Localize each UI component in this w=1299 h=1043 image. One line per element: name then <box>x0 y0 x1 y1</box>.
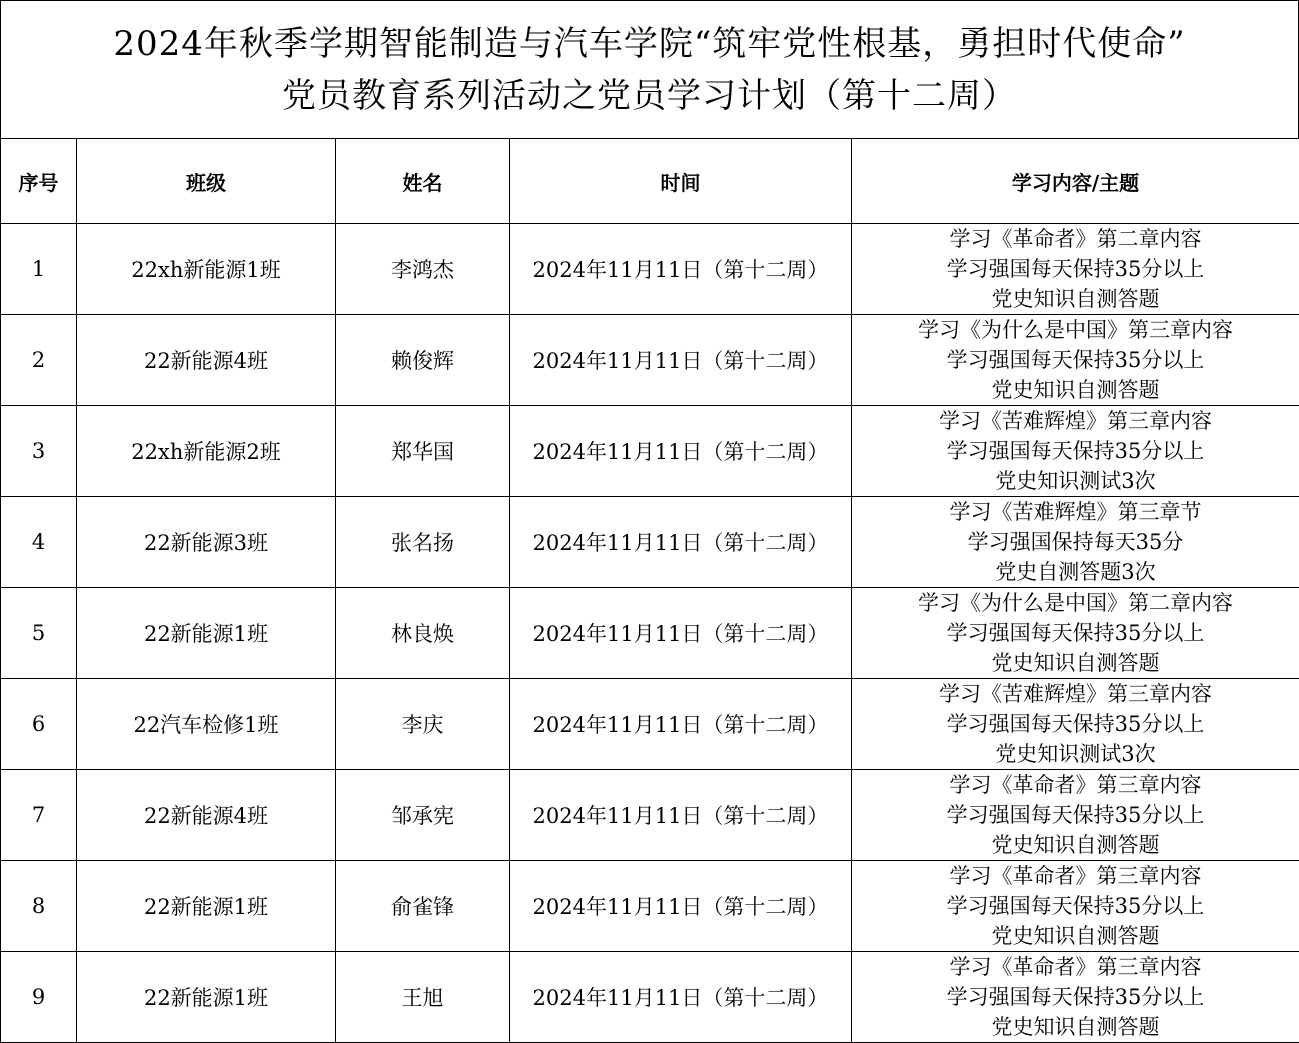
cell-content <box>852 679 1299 770</box>
table-row <box>1 588 1299 679</box>
header-name: 姓名 <box>336 139 510 224</box>
content-line: 学习《革命者》第二章内容 <box>852 224 1299 254</box>
cell-content <box>852 770 1299 861</box>
content-line: 党史知识自测答题 <box>852 284 1299 314</box>
table-row <box>1 224 1299 315</box>
cell-time: 2024年11月11日（第十二周） <box>510 588 852 679</box>
cell-index: 8 <box>1 861 77 952</box>
cell-index: 2 <box>1 315 77 406</box>
cell-class: 22新能源4班 <box>77 315 336 406</box>
cell-index: 5 <box>1 588 77 679</box>
header-index: 序号 <box>1 139 77 224</box>
cell-index: 7 <box>1 770 77 861</box>
content-line: 学习《革命者》第三章内容 <box>852 770 1299 800</box>
table-row <box>1 861 1299 952</box>
content-line: 学习《革命者》第三章内容 <box>852 861 1299 891</box>
cell-index: 3 <box>1 406 77 497</box>
header-content: 学习内容/主题 <box>852 139 1299 224</box>
cell-class: 22新能源3班 <box>77 497 336 588</box>
cell-name: 俞雀锋 <box>336 861 510 952</box>
content-line: 学习《苦难辉煌》第三章节 <box>852 497 1299 527</box>
cell-name: 李庆 <box>336 679 510 770</box>
title-line-1: 2024年秋季学期智能制造与汽车学院“筑牢党性根基，勇担时代使命” <box>113 18 1185 70</box>
cell-time: 2024年11月11日（第十二周） <box>510 224 852 315</box>
cell-index: 4 <box>1 497 77 588</box>
content-line: 党史知识自测答题 <box>852 648 1299 678</box>
table-row <box>1 406 1299 497</box>
content-line: 学习强国每天保持35分以上 <box>852 709 1299 739</box>
content-line: 党史知识测试3次 <box>852 739 1299 769</box>
content-line: 学习《为什么是中国》第二章内容 <box>852 588 1299 618</box>
content-line: 学习强国每天保持35分以上 <box>852 891 1299 921</box>
title-block <box>0 0 1299 138</box>
cell-class: 22新能源1班 <box>77 588 336 679</box>
cell-time: 2024年11月11日（第十二周） <box>510 315 852 406</box>
content-line: 学习《苦难辉煌》第三章内容 <box>852 406 1299 436</box>
cell-index: 9 <box>1 952 77 1043</box>
content-line: 党史知识自测答题 <box>852 830 1299 860</box>
content-line: 学习强国每天保持35分以上 <box>852 436 1299 466</box>
content-line: 党史知识自测答题 <box>852 921 1299 951</box>
cell-content <box>852 497 1299 588</box>
cell-class: 22汽车检修1班 <box>77 679 336 770</box>
cell-class: 22xh新能源1班 <box>77 224 336 315</box>
cell-class: 22新能源4班 <box>77 770 336 861</box>
content-line: 党史知识测试3次 <box>852 466 1299 496</box>
content-line: 学习强国每天保持35分以上 <box>852 982 1299 1012</box>
cell-name: 赖俊辉 <box>336 315 510 406</box>
cell-class: 22新能源1班 <box>77 861 336 952</box>
table-row <box>1 315 1299 406</box>
cell-time: 2024年11月11日（第十二周） <box>510 861 852 952</box>
cell-name: 邹承宪 <box>336 770 510 861</box>
table-row <box>1 497 1299 588</box>
content-line: 学习强国保持每天35分 <box>852 527 1299 557</box>
cell-time: 2024年11月11日（第十二周） <box>510 406 852 497</box>
cell-time: 2024年11月11日（第十二周） <box>510 497 852 588</box>
cell-class: 22新能源1班 <box>77 952 336 1043</box>
cell-content <box>852 224 1299 315</box>
content-line: 党史自测答题3次 <box>852 557 1299 587</box>
cell-name: 张名扬 <box>336 497 510 588</box>
header-class: 班级 <box>77 139 336 224</box>
content-line: 学习《革命者》第三章内容 <box>852 952 1299 982</box>
cell-content <box>852 588 1299 679</box>
cell-content <box>852 406 1299 497</box>
cell-time: 2024年11月11日（第十二周） <box>510 679 852 770</box>
header-time: 时间 <box>510 139 852 224</box>
cell-name: 王旭 <box>336 952 510 1043</box>
content-line: 学习强国每天保持35分以上 <box>852 800 1299 830</box>
cell-name: 林良焕 <box>336 588 510 679</box>
cell-name: 郑华国 <box>336 406 510 497</box>
title-line-2: 党员教育系列活动之党员学习计划（第十二周） <box>282 70 1017 122</box>
cell-time: 2024年11月11日（第十二周） <box>510 952 852 1043</box>
cell-time: 2024年11月11日（第十二周） <box>510 770 852 861</box>
content-line: 学习强国每天保持35分以上 <box>852 254 1299 284</box>
cell-name: 李鸿杰 <box>336 224 510 315</box>
cell-class: 22xh新能源2班 <box>77 406 336 497</box>
table-row <box>1 952 1299 1043</box>
content-line: 学习强国每天保持35分以上 <box>852 618 1299 648</box>
content-line: 学习《为什么是中国》第三章内容 <box>852 315 1299 345</box>
cell-index: 6 <box>1 679 77 770</box>
cell-index: 1 <box>1 224 77 315</box>
table-row <box>1 770 1299 861</box>
table-row <box>1 679 1299 770</box>
content-line: 党史知识自测答题 <box>852 1012 1299 1042</box>
cell-content <box>852 952 1299 1043</box>
table-header-row <box>1 139 1299 224</box>
content-line: 党史知识自测答题 <box>852 375 1299 405</box>
cell-content <box>852 315 1299 406</box>
content-line: 学习《苦难辉煌》第三章内容 <box>852 679 1299 709</box>
cell-content <box>852 861 1299 952</box>
content-line: 学习强国每天保持35分以上 <box>852 345 1299 375</box>
study-plan-table <box>0 138 1299 1043</box>
